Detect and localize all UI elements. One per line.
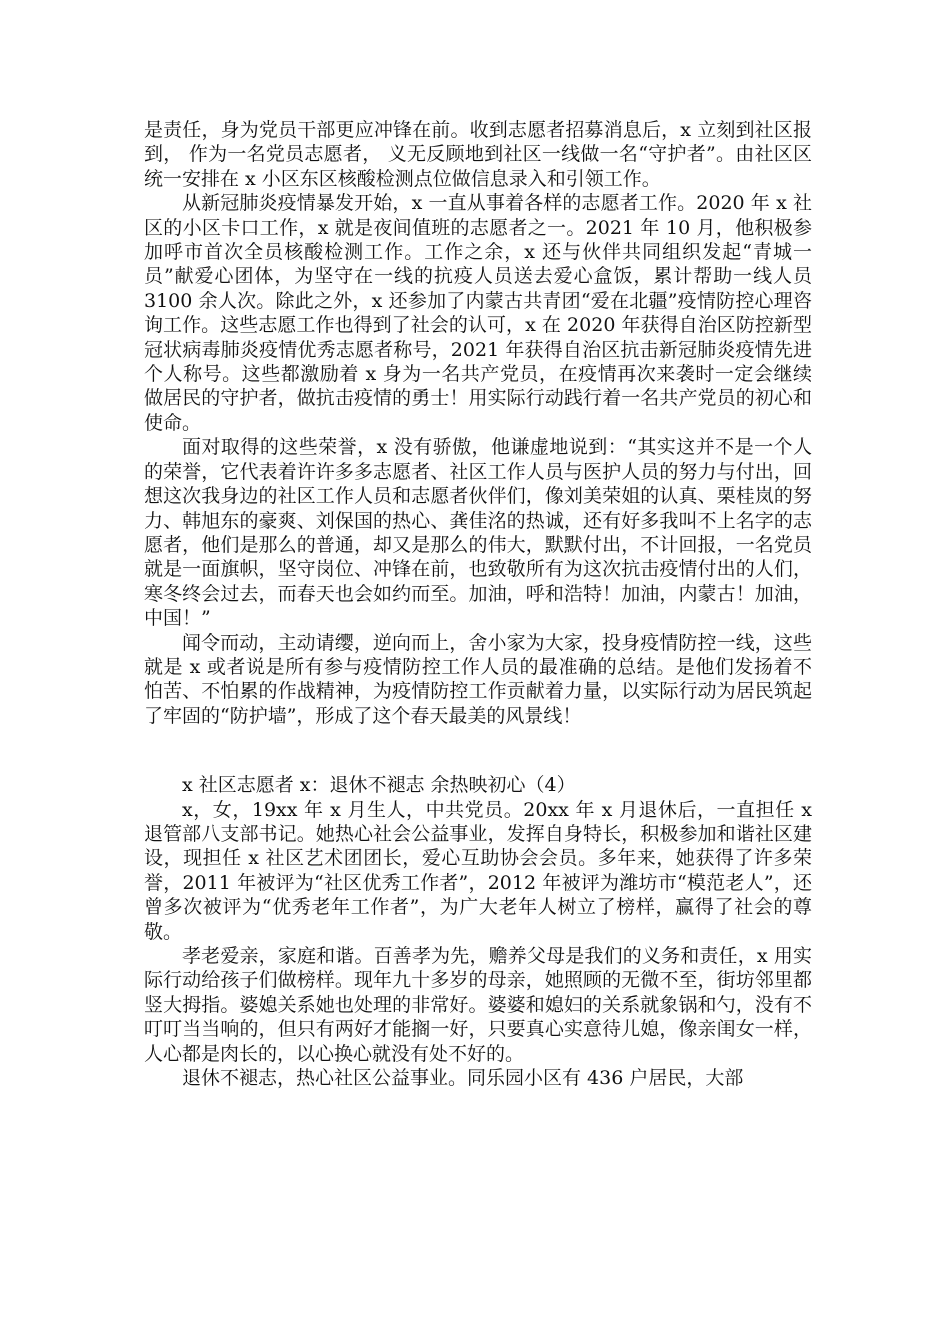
paragraph: 闻令而动，主动请缨，逆向而上，舍小家为大家，投身疫情防控一线，这些就是 x 或者说是所有参与疫情防控工作人员的最准确的总结。是他们发扬着不怕苦、不怕累的作战精神，为疫情防控工作贡献着力量，以实际行动为居民筑起了牢固的“防护墙”，形成了这个春天最美的风景线！ — [144, 631, 812, 727]
section-title: x 社区志愿者 x：退休不褪志 余热映初心（4） — [182, 774, 576, 797]
section-spacer — [144, 728, 812, 773]
paragraph: 从新冠肺炎疫情暴发开始，x 一直从事着各样的志愿者工作。2020 年 x 社区的小区卡口工作，x 就是夜间值班的志愿者之一。2021 年 10 月，他积极参加呼市首次全员核酸检测工作。工作之余，x 还与伙伴共同组织发起“青城一员”献爱心团体，为坚守在一线的抗疫人员送去爱心盒饭，累计帮助一线人员 3100 余人次。除此之外，x 还参加了内蒙古共青团“爱在北疆”疫情防控心理咨询工作。这些志愿工作也得到了社会的认可，x 在 2020 年获得自治区防控新型冠状病毒肺炎疫情优秀志愿者称号，2021 年获得自治区抗击新冠肺炎疫情先进个人称号。这些都激励着 x 身为一名共产党员，在疫情再次来袭时一定会继续做居民的守护者，做抗击疫情的勇士！用实际行动践行着一名共产党员的初心和使命。 — [144, 192, 812, 434]
paragraph: 孝老爱亲，家庭和谐。百善孝为先，赡养父母是我们的义务和责任，x 用实际行动给孩子们做榜样。现年九十多岁的母亲，她照顾的无微不至，街坊邻里都竖大拇指。婆媳关系她也处理的非常好。婆婆和媳妇的关系就象锅和勺，没有不叮叮当当响的，但只有两好才能搁一好，只要真心实意待儿媳，像亲闺女一样，人心都是肉长的，以心换心就没有处不好的。 — [144, 945, 812, 1065]
document-body — [144, 118, 812, 1090]
paragraph: x，女，19xx 年 x 月生人，中共党员。20xx 年 x 月退休后，一直担任 x 退管部八支部书记。她热心社会公益事业，发挥自身特长，积极参加和谐社区建设，现担任 x 社区艺术团团长，爱心互助协会会员。多年来，她获得了许多荣誉，2011 年被评为“社区优秀工作者”，2012 年被评为潍坊市“模范老人”，还曾多次被评为“优秀老年工作者”，为广大老年人树立了榜样，赢得了社会的尊敬。 — [144, 798, 812, 943]
paragraph: 退休不褪志，热心社区公益事业。同乐园小区有 436 户居民，大部 — [182, 1067, 744, 1090]
paragraph: 是责任，身为党员干部更应冲锋在前。收到志愿者招募消息后，x 立刻到社区报到， 作为一名党员志愿者， 义无反顾地到社区一线做一名“守护者”。由社区区统一安排在 x 小区东区核酸检测点位做信息录入和引领工作。 — [144, 119, 812, 190]
paragraph: 面对取得的这些荣誉，x 没有骄傲，他谦虚地说到：“其实这并不是一个人的荣誉，它代表着许许多多志愿者、社区工作人员与医护人员的努力与付出，回想这次我身边的社区工作人员和志愿者伙伴们，像刘美荣姐的认真、栗桂岚的努力、韩旭东的豪爽、刘保国的热心、龚佳洺的热诚，还有好多我叫不上名字的志愿者，他们是那么的普通，却又是那么的伟大，默默付出，不计回报，一名党员就是一面旗帜，坚守岗位、冲锋在前，也致敬所有为这次抗击疫情付出的人们，寒冬终会过去，而春天也会如约而至。加油，呼和浩特！加油，内蒙古！加油，中国！” — [144, 436, 812, 630]
